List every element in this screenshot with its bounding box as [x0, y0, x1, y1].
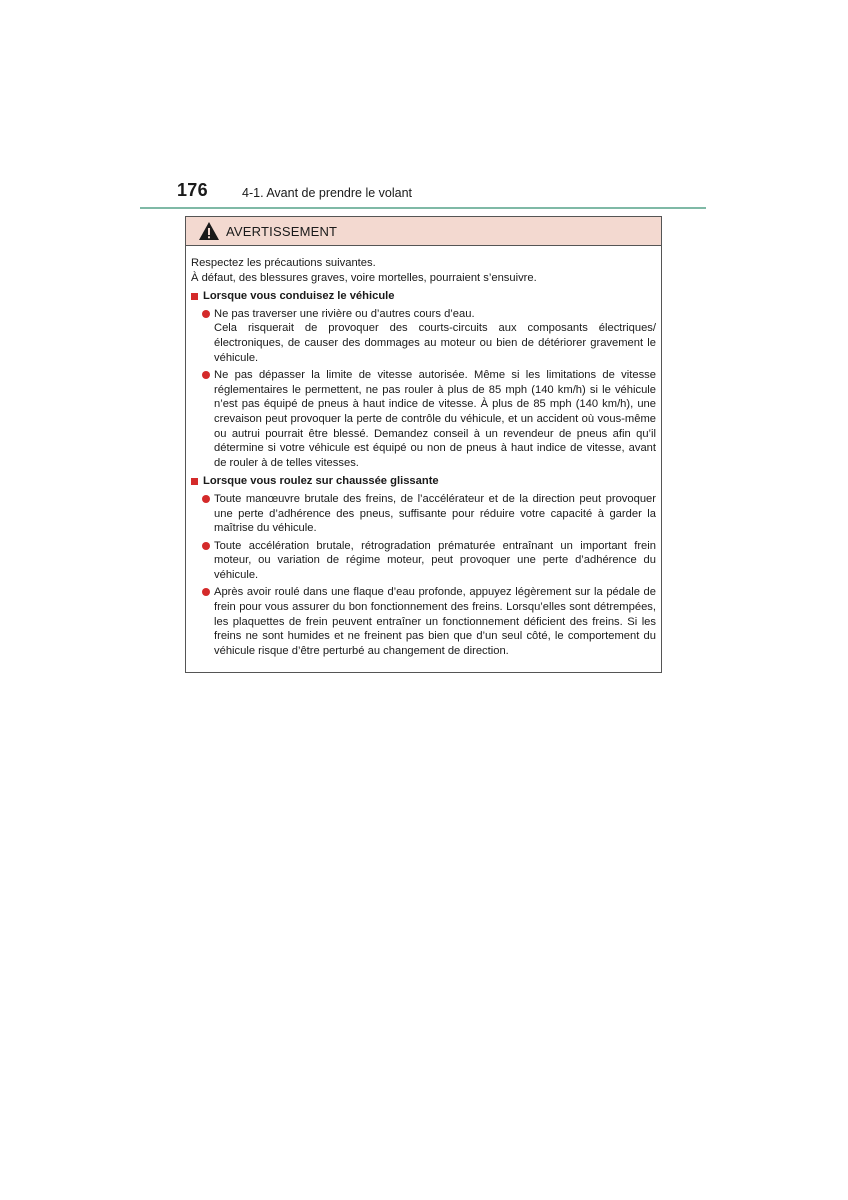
list-item — [191, 492, 656, 536]
intro-line: Respectez les précautions suivantes. — [191, 257, 376, 269]
list-item-text — [214, 307, 656, 365]
list-item-line: Ne pas dépasser la limite de vitesse autorisée. Même si les limitations de vitesse réglementaires le permettent, ne pas rouler à plus de 85 mph (140 km/h) si le véhicule n’est pas équipé de pneus à haut indice de vitesse. À plus de 85 mph (140 km/h), une crevaison peut provoquer la perte de contrôle du véhicule, et un accident où vous-même ou autrui pourrait être blessé. Demandez conseil à un revendeur de pneus afin qu’il détermine si votre véhicule est équipé ou non de pneus à haut indice de vitesse, avant de rouler à de telles vitesses. — [214, 369, 656, 469]
square-bullet-icon — [191, 293, 198, 300]
bullet-dot-icon — [202, 371, 210, 379]
subsection-heading — [191, 289, 656, 304]
intro-line: À défaut, des blessures graves, voire mortelles, pourraient s’ensuivre. — [191, 271, 537, 284]
subsection-heading-text: Lorsque vous conduisez le véhicule — [203, 290, 395, 303]
list-item — [191, 539, 656, 583]
list-item — [191, 307, 656, 365]
warning-box — [185, 216, 662, 673]
list-item-line: Après avoir roulé dans une flaque d’eau profonde, appuyez légèrement sur la pédale de frein pour vous assurer du bon fonctionnement des freins. Lorsqu’elles sont détrempées, les plaquettes de frein peuvent entraîner un fonctionnement déficient des freins. Si les freins ne sont humides et ne freinent pas bien que d’un seul côté, le comportement du véhicule risque d’être perturbé au changement de direction. — [214, 586, 656, 657]
list-item-line: Toute manœuvre brutale des freins, de l’accélérateur et de la direction peut provoquer une perte d’adhérence des pneus, suffisante pour réduire votre capacité à garder la maîtrise du véhicule. — [214, 492, 656, 535]
warning-header — [186, 217, 661, 246]
warning-triangle-icon — [198, 221, 220, 241]
bullet-dot-icon — [202, 495, 210, 503]
bullet-dot-icon — [202, 310, 210, 318]
header-divider — [140, 207, 706, 209]
section-title: 4-1. Avant de prendre le volant — [242, 186, 413, 200]
warning-title: AVERTISSEMENT — [226, 223, 338, 239]
subsection-slippery-road — [191, 474, 656, 658]
subsection-heading-text: Lorsque vous roulez sur chaussée glissante — [203, 475, 439, 488]
list-item-text — [214, 539, 656, 583]
list-item-text — [214, 368, 656, 470]
square-bullet-icon — [191, 478, 198, 485]
page-number: 176 — [177, 180, 208, 200]
list-item-text — [214, 492, 656, 536]
bullet-dot-icon — [202, 588, 210, 596]
warning-body — [186, 246, 661, 658]
list-item-text — [214, 585, 656, 658]
list-item-line: Ne pas traverser une rivière ou d’autres cours d’eau. — [214, 307, 475, 320]
list-item-line: Cela risquerait de provoquer des courts-circuits aux composants électriques/électroniques, de causer des dommages au moteur ou bien de détériorer gravement le véhicule. — [214, 322, 656, 364]
list-item — [191, 585, 656, 658]
bullet-dot-icon — [202, 542, 210, 550]
list-item — [191, 368, 656, 470]
subsection-driving — [191, 289, 656, 470]
list-item-line: Toute accélération brutale, rétrogradation prématurée entraînant un important frein moteur, ou variation de régime moteur, peut provoquer une perte d’adhérence du véhicule. — [214, 539, 656, 581]
subsection-heading — [191, 474, 656, 489]
